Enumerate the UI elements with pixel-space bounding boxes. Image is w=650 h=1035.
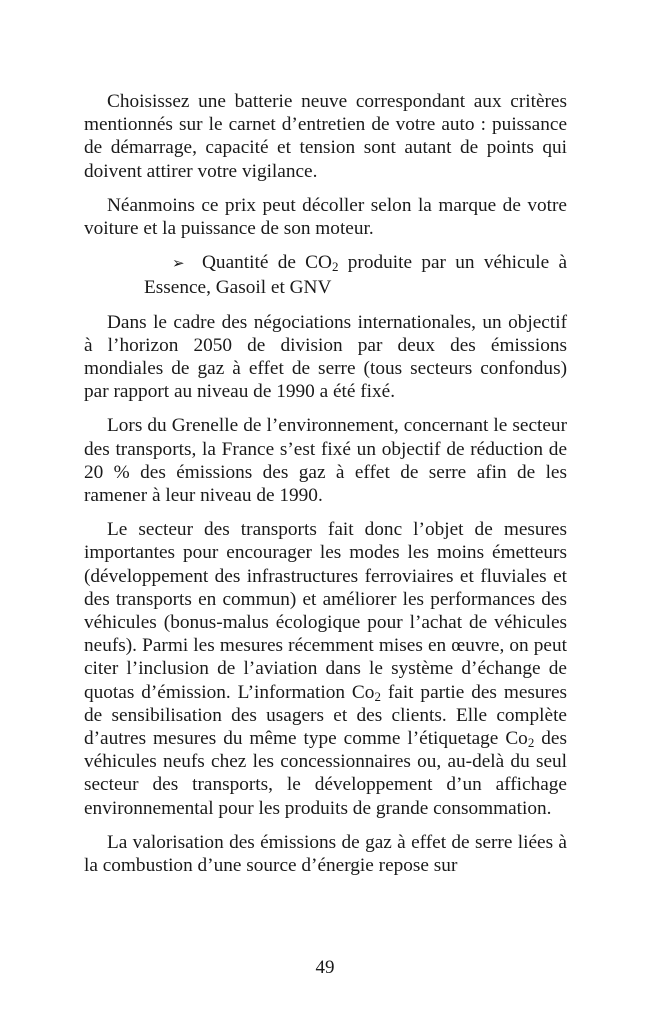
bullet-co2-heading	[84, 251, 567, 299]
paragraph-grenelle: Lors du Grenelle de l’environnement, concernant le secteur des transports, la France s’est fixé un objectif de réduction de 20 % des émissions des gaz à effet de serre afin de les ramener à leur niveau de 1990.	[84, 415, 567, 507]
paragraph-valorisation: La valorisation des émissions de gaz à effet de serre liées à la combustion d’une source d’énergie repose sur	[84, 831, 567, 877]
transport-subscript-2: 2	[527, 735, 535, 751]
transport-text-a: Le secteur des transports fait donc l’objet de mesures importantes pour encourager les modes les moins émetteurs (développement des infrastructures ferroviaires et fluviales et des transports en commun) et améliorer les performances des véhicules (bonus-malus écologique pour l’achat de véhicules neufs). Parmi les mesures récemment mises en œuvre, on peut citer l’inclusion de l’aviation dans le système d’échange de quotas d’émission. L’information Co	[84, 519, 567, 703]
page-number: 49	[315, 957, 335, 978]
bullet-text-end: produite par un véhicule à Essence, Gasoil et GNV	[144, 252, 567, 299]
transport-subscript-1: 2	[374, 688, 381, 704]
bullet-subscript: 2	[331, 259, 339, 275]
paragraph-battery-choice: Choisissez une batterie neuve correspondant aux critères mentionnés sur le carnet d’entretien de votre auto : puissance de démarrage, capacité et tension sont autant de points qui doivent attirer votre vigilance.	[84, 91, 567, 182]
transport-text-b: fait partie des mesures de sensibilisation des usagers et des clients. Elle complète d’autres mesures du même type comme l’étiquetage Co	[84, 681, 567, 750]
bullet-text-start: Quantité de CO	[202, 252, 332, 274]
paragraph-transport-measures	[84, 518, 567, 820]
paragraph-price: Néanmoins ce prix peut décoller selon la marque de votre voiture et la puissance de son moteur.	[84, 194, 567, 240]
arrow-bullet-icon: ➢	[172, 256, 185, 273]
transport-text-c: des véhicules neufs chez les concessionnaires ou, au-delà du seul secteur des transports, le développement d’un affichage environnemental pour les produits de grande consommation.	[84, 728, 567, 819]
page-body	[84, 90, 567, 888]
paragraph-negotiations: Dans le cadre des négociations internationales, un objectif à l’horizon 2050 de division par deux des émissions mondiales de gaz à effet de serre (tous secteurs confondus) par rapport au niveau de 1990 a été fixé.	[84, 311, 567, 403]
